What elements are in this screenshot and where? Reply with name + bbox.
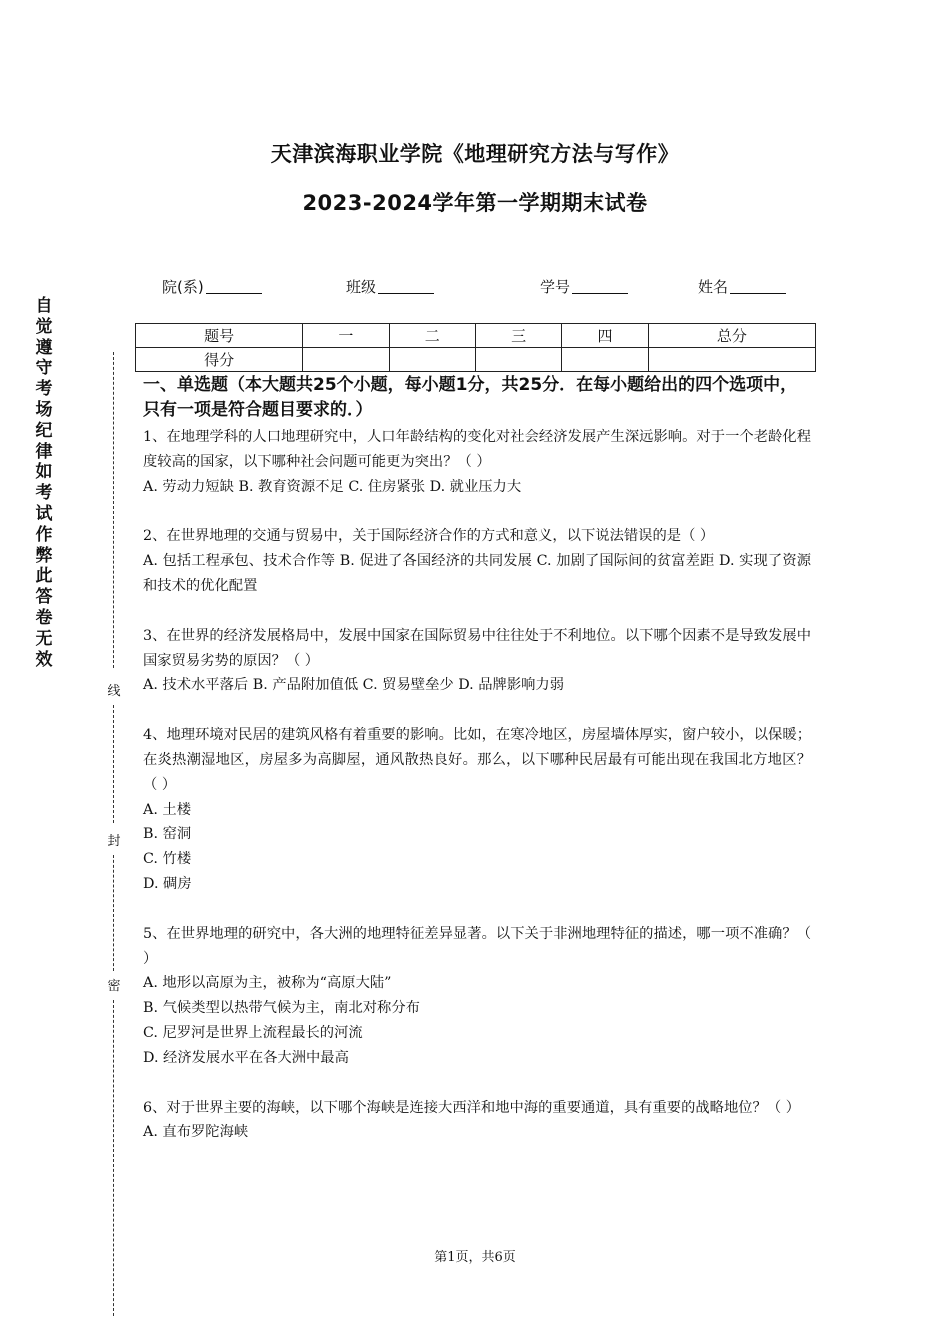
side-text-char: 如: [35, 462, 53, 483]
page-footer: 第1页，共6页: [434, 1250, 516, 1265]
question-option[interactable]: A. 土楼: [143, 801, 192, 818]
question-option[interactable]: A. 包括工程承包、技术合作等 B. 促进了各国经济的共同发展 C. 加剧了国际间的贫富差距 D. 实现了资源和技术的优化配置: [143, 553, 811, 594]
side-text-char: 纪: [35, 420, 53, 441]
info-field-student-id[interactable]: [540, 276, 628, 297]
question-stem: 4、地理环境对民居的建筑风格有着重要的影响。比如，在寒冷地区，房屋墙体厚实，窗户较小，以保暖；在炎热潮湿地区，房屋多为高脚屋，通风散热良好。那么，以下哪种民居最有可能出现在我国北方地区？（ ）: [143, 727, 811, 793]
question-5: [143, 922, 811, 1071]
question-1: [143, 425, 811, 499]
question-stem: 1、在地理学科的人口地理研究中，人口年龄结构的变化对社会经济发展产生深远影响。对于一个老龄化程度较高的国家，以下哪种社会问题可能更为突出？（ ）: [143, 429, 811, 470]
info-field-label: 院(系): [162, 278, 204, 296]
side-text-char: 答: [35, 587, 53, 608]
side-text-char: 遵: [35, 337, 53, 358]
side-warning-text: [33, 296, 55, 670]
side-text-char: 自: [35, 296, 53, 316]
side-text-char: 无: [35, 628, 53, 649]
score-cell[interactable]: [562, 348, 648, 372]
score-cell[interactable]: [648, 348, 815, 372]
question-option[interactable]: B. 窑洞: [143, 826, 192, 843]
question-6: [143, 1096, 811, 1146]
side-text-char: 卷: [35, 607, 53, 628]
info-field-name[interactable]: [698, 276, 786, 297]
side-text-char: 律: [35, 441, 53, 462]
score-header-cell: 题号: [136, 324, 303, 348]
info-field-class[interactable]: [346, 276, 434, 297]
question-3: [143, 624, 811, 698]
section-title: 一、单选题（本大题共25个小题，每小题1分，共25分．在每小题给出的四个选项中，只有一项是符合题目要求的．）: [143, 375, 798, 420]
side-text-char: 考: [35, 379, 53, 400]
side-text-char: 试: [35, 503, 53, 524]
info-field-label: 班级: [346, 278, 377, 296]
info-field-department[interactable]: [162, 276, 262, 297]
score-header-cell: 二: [389, 324, 475, 348]
binding-line-segment: [113, 1000, 114, 1316]
question-option[interactable]: B. 气候类型以热带气候为主，南北对称分布: [143, 1000, 420, 1017]
info-field-label: 姓名: [698, 278, 729, 296]
question-option[interactable]: A. 地形以高原为主，被称为“高原大陆”: [143, 975, 392, 992]
question-stem: 2、在世界地理的交通与贸易中，关于国际经济合作的方式和意义，以下说法错误的是（ ）: [143, 528, 715, 545]
score-cell[interactable]: [389, 348, 475, 372]
question-option[interactable]: D. 碉房: [143, 875, 192, 892]
side-text-char: 弊: [35, 545, 53, 566]
seal-mark-seal: 封: [105, 830, 123, 849]
seal-mark-secret: 密: [105, 975, 123, 994]
question-option[interactable]: A. 劳动力短缺 B. 教育资源不足 C. 住房紧张 D. 就业压力大: [143, 478, 522, 495]
score-header-cell: 三: [475, 324, 561, 348]
side-text-char: 守: [35, 358, 53, 379]
exam-title-line1: 天津滨海职业学院《地理研究方法与写作》: [270, 142, 680, 166]
side-text-char: 此: [35, 566, 53, 587]
score-header-cell: 四: [562, 324, 648, 348]
question-stem: 3、在世界的经济发展格局中，发展中国家在国际贸易中往往处于不利地位。以下哪个因素不是导致发展中国家贸易劣势的原因？（ ）: [143, 627, 811, 669]
score-table-score-row: [136, 348, 816, 372]
score-table-header-row: [136, 324, 816, 348]
side-text-char: 场: [35, 399, 53, 420]
binding-line-segment: [113, 855, 114, 971]
question-4: [143, 723, 811, 897]
question-option[interactable]: C. 竹楼: [143, 851, 192, 868]
binding-line-segment: [113, 352, 114, 668]
exam-content: [143, 373, 811, 1145]
question-2: [143, 524, 811, 598]
question-stem: 6、对于世界主要的海峡，以下哪个海峡是连接大西洋和地中海的重要通道，具有重要的战略地位？（ ）: [143, 1099, 800, 1116]
binding-line-segment: [113, 705, 114, 823]
score-header-cell: 总分: [648, 324, 815, 348]
score-row-label: 得分: [136, 348, 303, 372]
question-option[interactable]: D. 经济发展水平在各大洲中最高: [143, 1049, 349, 1066]
side-text-char: 考: [35, 483, 53, 504]
score-header-cell: 一: [303, 324, 389, 348]
side-text-char: 效: [35, 649, 53, 670]
score-table: [135, 323, 816, 372]
question-stem: 5、在世界地理的研究中，各大洲的地理特征差异显著。以下关于非洲地理特征的描述，哪一项不准确？（ ）: [143, 925, 811, 967]
seal-mark-line: 线: [105, 680, 123, 699]
score-cell[interactable]: [303, 348, 389, 372]
side-text-char: 作: [35, 524, 53, 545]
exam-title-line2: 2023-2024学年第一学期期末试卷: [302, 191, 648, 215]
question-option[interactable]: C. 尼罗河是世界上流程最长的河流: [143, 1024, 363, 1041]
question-option[interactable]: A. 技术水平落后 B. 产品附加值低 C. 贸易壁垒少 D. 品牌影响力弱: [143, 677, 565, 694]
score-cell[interactable]: [475, 348, 561, 372]
info-field-label: 学号: [540, 278, 571, 296]
question-option[interactable]: A. 直布罗陀海峡: [143, 1124, 249, 1141]
side-text-char: 觉: [35, 316, 53, 337]
